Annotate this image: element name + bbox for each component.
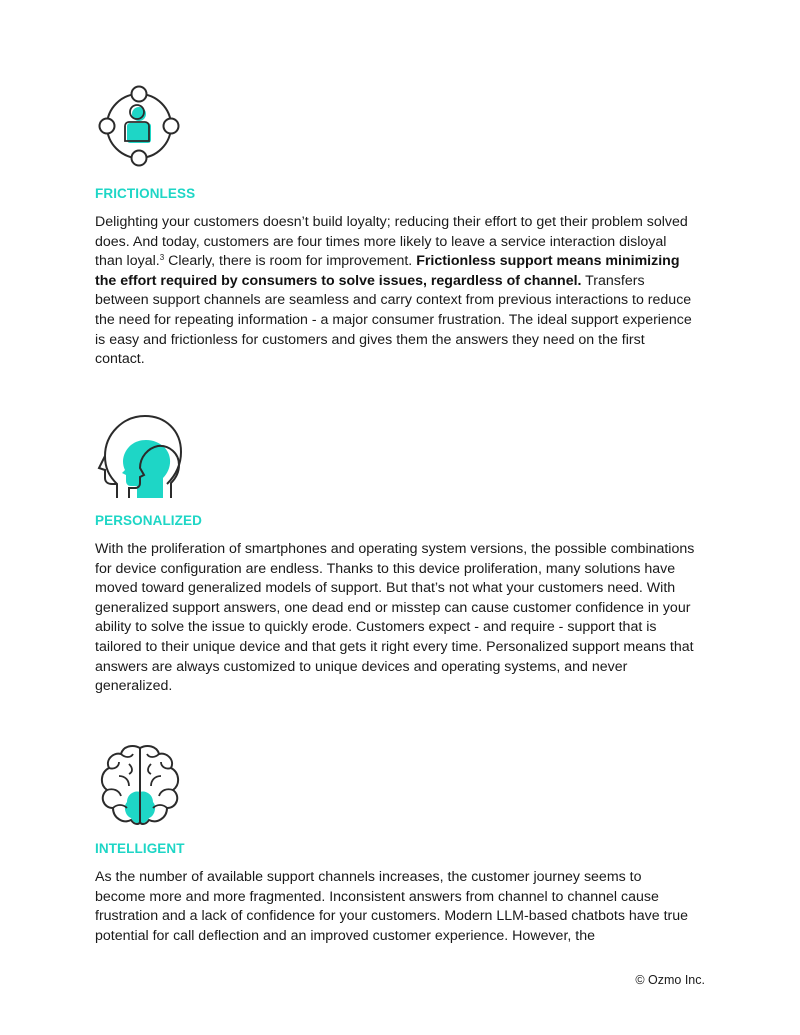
section-paragraph	[95, 213, 695, 370]
head-profile-icon	[95, 412, 185, 500]
section-heading: PERSONALIZED	[95, 513, 202, 528]
section-intelligent	[95, 742, 695, 946]
person-network-icon	[95, 85, 185, 169]
paragraph-text: Transfers between support channels are seamless and carry context from previous interactions to reduce the need for repeating information - a major consumer frustration. The ideal support experience is easy and frictionless for customers and gives them the answers they need on the first contact.	[95, 272, 692, 368]
paragraph-text: Delighting your customers doesn’t build loyalty; reducing their effort to get their problem solved does. And today, customers are four times more likely to leave a service interaction disloyal than loyal.	[95, 214, 688, 270]
section-paragraph: With the proliferation of smartphones and operating system versions, the possible combinations for device configuration are endless. Thanks to this device proliferation, many solutions have moved toward generalized models of support. But that’s not what your customers need. With generalized support answers, one dead end or misstep can cause customer confidence in your ability to solve the issue to quickly erode. Customers expect - and require - support that is tailored to their unique device and that gets it right every time. Personalized support means that answers are always customized to unique devices and operating systems, and never generalized.	[95, 541, 695, 695]
footnote-marker: 3	[159, 253, 165, 263]
copyright-footer: © Ozmo Inc.	[635, 973, 705, 987]
paragraph-text: Clearly, there is room for improvement.	[164, 253, 417, 270]
section-personalized	[95, 412, 695, 697]
section-heading: INTELLIGENT	[95, 841, 185, 856]
brain-icon	[95, 742, 185, 828]
section-heading: FRICTIONLESS	[95, 186, 196, 201]
section-paragraph: As the number of available support channels increases, the customer journey seems to become more and more fragmented. Inconsistent answers from channel to channel cause frustration and a lack of confidence for your customers. Modern LLM-based chatbots have true potential for call deflection and an improved customer experience. However, the	[95, 869, 689, 944]
bold-statement: Frictionless support means minimizing the effort required by consumers to solve issues, regardless of channel.	[95, 253, 680, 289]
section-frictionless	[95, 85, 695, 370]
